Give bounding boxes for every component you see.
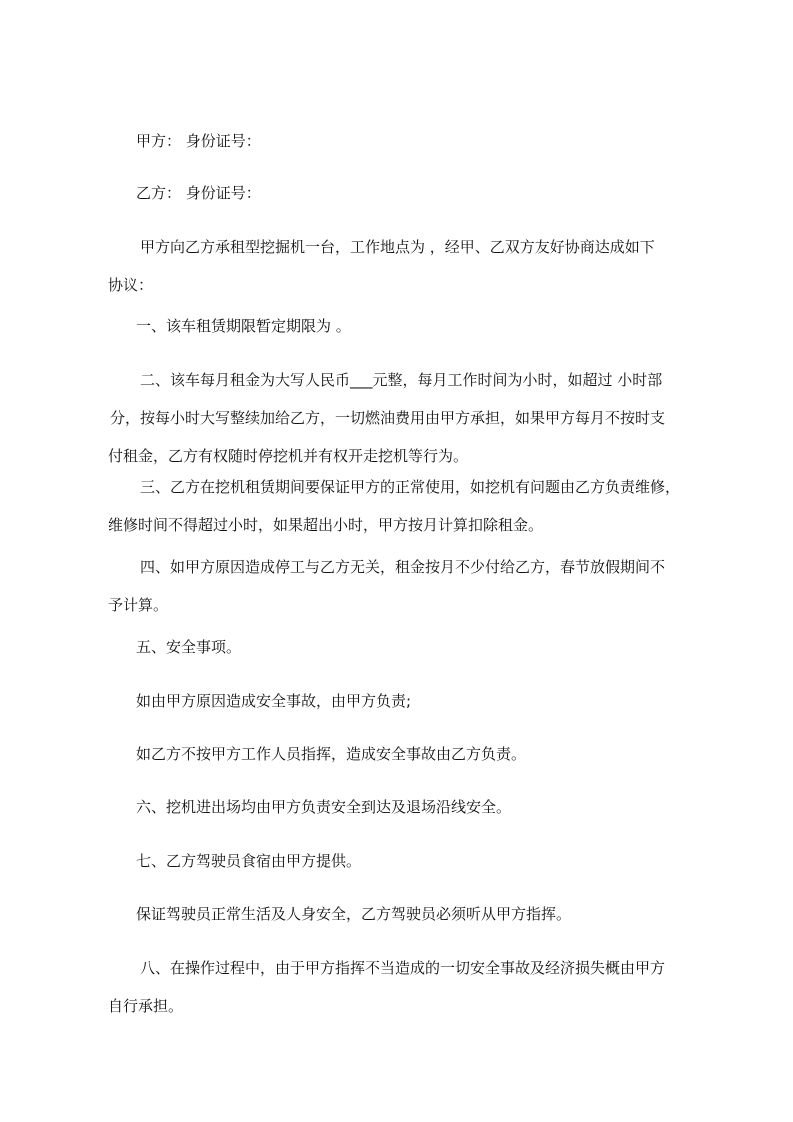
intro-line-2: 协议：: [108, 276, 154, 294]
clause-2-line-3: 付租金，乙方有权随时停挖机并有权开走挖机等行为。: [108, 447, 469, 465]
intro-line-1: 甲方向乙方承租型挖掘机一台，工作地点为 ，经甲、乙双方友好协商达成如下: [140, 238, 655, 256]
party-a-text: 甲方： 身份证号：: [136, 132, 261, 150]
clause-2: [108, 361, 708, 475]
clause-7-item-a: [136, 895, 736, 933]
clause-8-line-1: 八、在操作过程中，由于甲方指挥不当造成的一切安全事故及经济损失概由甲方: [140, 959, 666, 977]
clause-8-line-2: 自行承担。: [108, 997, 184, 1015]
clause-4-line-1: 四、如甲方原因造成停工与乙方无关，租金按月不少付给乙方，春节放假期间不: [140, 558, 666, 576]
intro-paragraph: [108, 228, 708, 304]
clause-6-text: 六、挖机进出场均由甲方负责安全到达及退场沿线安全。: [136, 798, 512, 816]
clause-7: [136, 842, 736, 880]
clause-1-text: 一、该车租赁期限暂定期限为 。: [136, 317, 351, 335]
clause-5-item-b-text: 如乙方不按甲方工作人员指挥，造成安全事故由乙方负责。: [136, 745, 527, 763]
clause-5-item-b: [136, 735, 736, 773]
clause-2-line-2: 分，按每小时大写整续加给乙方，一切燃油费用由甲方承担，如果甲方每月不按时支: [110, 409, 666, 427]
clause-6: [136, 788, 736, 826]
clause-1: [136, 307, 736, 345]
clause-5-item-a-text: 如由甲方原因造成安全事故，由甲方负责;: [136, 692, 412, 710]
party-b-text: 乙方： 身份证号：: [136, 184, 261, 202]
clause-8: [108, 949, 708, 1025]
clause-7-item-a-text: 保证驾驶员正常生活及人身安全，乙方驾驶员必须听从甲方指挥。: [136, 905, 572, 923]
clause-5: [136, 628, 736, 666]
clause-5-text: 五、安全事项。: [136, 638, 242, 656]
clause-4-line-2: 予计算。: [108, 596, 169, 614]
clause-2-line-1: 二、该车每月租金为大写人民币___元整，每月工作时间为小时，如超过 小时部: [140, 371, 663, 389]
clause-3: [108, 468, 708, 544]
party-a-line: [136, 122, 736, 160]
clause-7-text: 七、乙方驾驶员食宿由甲方提供。: [136, 852, 362, 870]
party-b-line: [136, 174, 736, 212]
clause-4: [108, 548, 708, 624]
clause-3-line-1: 三、乙方在挖机租赁期间要保证甲方的正常使用，如挖机有问题由乙方负责维修，: [140, 478, 681, 496]
clause-3-line-2: 维修时间不得超过小时，如果超出小时，甲方按月计算扣除租金。: [108, 516, 544, 534]
clause-5-item-a: [136, 682, 736, 720]
